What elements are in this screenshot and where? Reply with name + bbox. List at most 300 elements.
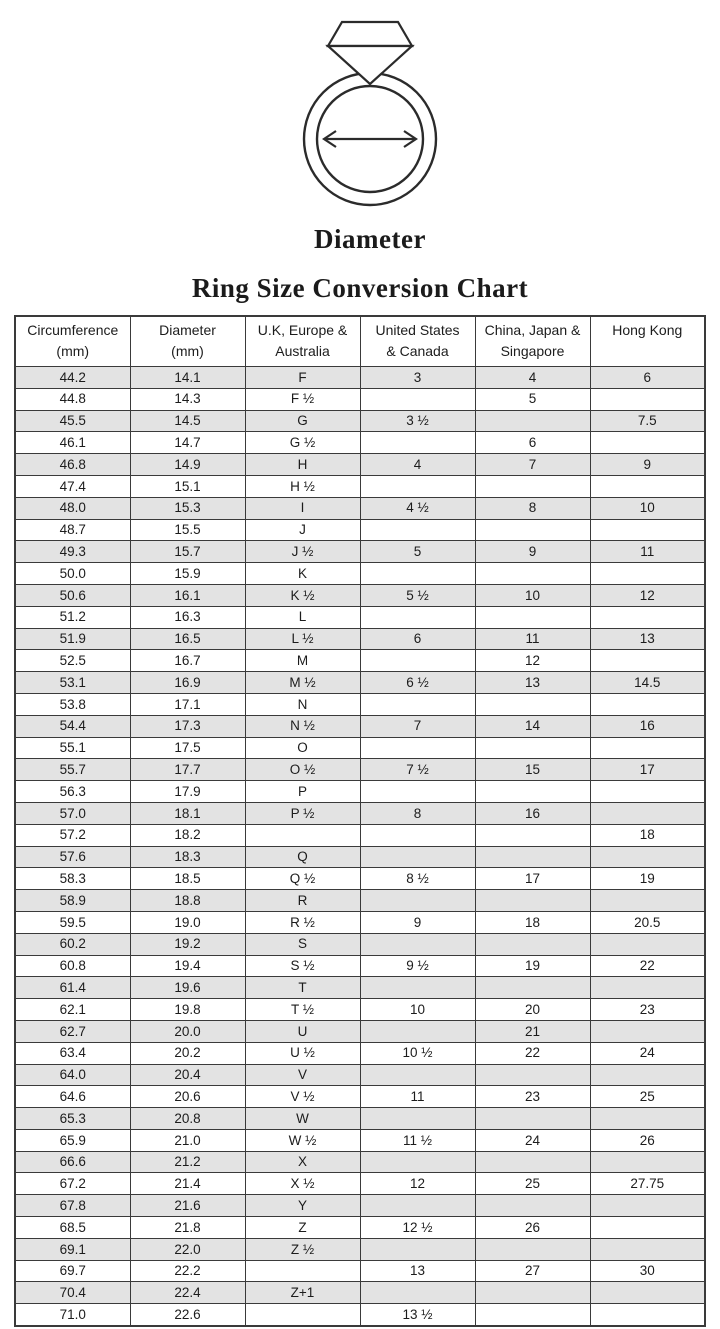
table-cell: U [245, 1020, 360, 1042]
table-cell: 13 ½ [360, 1304, 475, 1326]
table-cell: 71.0 [15, 1304, 130, 1326]
table-cell: 16 [590, 715, 705, 737]
table-cell: 21.0 [130, 1129, 245, 1151]
table-cell [360, 475, 475, 497]
table-row [15, 868, 705, 890]
table-row [15, 911, 705, 933]
table-cell: 19.0 [130, 911, 245, 933]
table-cell: V ½ [245, 1086, 360, 1108]
table-cell [590, 606, 705, 628]
table-cell: F [245, 367, 360, 389]
table-row [15, 715, 705, 737]
table-cell: N ½ [245, 715, 360, 737]
table-cell: 25 [475, 1173, 590, 1195]
table-cell [360, 977, 475, 999]
table-cell: 13 [590, 628, 705, 650]
table-cell: Z+1 [245, 1282, 360, 1304]
table-cell: 12 [475, 650, 590, 672]
table-cell: 21.8 [130, 1217, 245, 1239]
column-header-china-japan-singapore: China, Japan & Singapore [475, 316, 590, 367]
table-cell: 12 [360, 1173, 475, 1195]
table-cell: P [245, 781, 360, 803]
table-row [15, 890, 705, 912]
table-row [15, 1238, 705, 1260]
table-row [15, 1195, 705, 1217]
table-cell: 22 [475, 1042, 590, 1064]
table-cell: S ½ [245, 955, 360, 977]
table-cell: 51.2 [15, 606, 130, 628]
table-cell: T [245, 977, 360, 999]
table-cell: F ½ [245, 388, 360, 410]
table-cell: 8 [360, 802, 475, 824]
table-row [15, 1260, 705, 1282]
table-cell: 8 [475, 497, 590, 519]
table-cell [475, 410, 590, 432]
table-cell: 26 [475, 1217, 590, 1239]
table-row [15, 1304, 705, 1326]
table-cell: 20.4 [130, 1064, 245, 1086]
table-cell: 56.3 [15, 781, 130, 803]
table-row [15, 454, 705, 476]
table-cell: K [245, 563, 360, 585]
table-cell: 14.1 [130, 367, 245, 389]
table-cell: J [245, 519, 360, 541]
table-cell: 44.8 [15, 388, 130, 410]
table-cell: 22.2 [130, 1260, 245, 1282]
table-cell [360, 890, 475, 912]
table-cell: S [245, 933, 360, 955]
table-cell: 23 [475, 1086, 590, 1108]
table-cell [590, 737, 705, 759]
table-cell: 67.8 [15, 1195, 130, 1217]
table-cell [475, 1151, 590, 1173]
table-cell: 10 [475, 584, 590, 606]
table-cell: 9 [590, 454, 705, 476]
table-cell [590, 388, 705, 410]
table-cell: 16.5 [130, 628, 245, 650]
table-cell: 19.8 [130, 999, 245, 1021]
table-cell [590, 933, 705, 955]
table-cell: 11 [590, 541, 705, 563]
table-cell [360, 606, 475, 628]
page-title: Ring Size Conversion Chart [191, 273, 529, 303]
table-cell: 63.4 [15, 1042, 130, 1064]
table-cell: 6 ½ [360, 672, 475, 694]
header-row [15, 316, 705, 367]
column-header-us-canada: United States & Canada [360, 316, 475, 367]
table-cell: M [245, 650, 360, 672]
table-row [15, 367, 705, 389]
table-cell [360, 781, 475, 803]
table-cell: 9 [475, 541, 590, 563]
table-cell: 19.4 [130, 955, 245, 977]
table-cell: 60.2 [15, 933, 130, 955]
table-cell: 19 [590, 868, 705, 890]
table-cell: 4 [475, 367, 590, 389]
table-cell [475, 824, 590, 846]
table-cell: 17.1 [130, 693, 245, 715]
table-cell [360, 1282, 475, 1304]
table-cell: 3 ½ [360, 410, 475, 432]
table-cell: 18 [590, 824, 705, 846]
table-cell: K ½ [245, 584, 360, 606]
table-cell: 67.2 [15, 1173, 130, 1195]
table-cell: 9 [360, 911, 475, 933]
table-cell: 50.6 [15, 584, 130, 606]
table-cell [360, 563, 475, 585]
table-cell: 5 ½ [360, 584, 475, 606]
table-cell [475, 977, 590, 999]
table-cell: 62.7 [15, 1020, 130, 1042]
table-cell: 15.3 [130, 497, 245, 519]
table-cell: P ½ [245, 802, 360, 824]
table-cell: 12 [590, 584, 705, 606]
table-cell: 27.75 [590, 1173, 705, 1195]
table-cell: 21.2 [130, 1151, 245, 1173]
table-cell: 5 [475, 388, 590, 410]
table-cell [590, 977, 705, 999]
table-cell: 6 [360, 628, 475, 650]
table-cell: X [245, 1151, 360, 1173]
table-cell: 14 [475, 715, 590, 737]
table-cell: 44.2 [15, 367, 130, 389]
table-cell [475, 781, 590, 803]
table-cell: 60.8 [15, 955, 130, 977]
table-cell: M ½ [245, 672, 360, 694]
table-cell [475, 890, 590, 912]
column-header-diameter: Diameter (mm) [130, 316, 245, 367]
table-cell: 52.5 [15, 650, 130, 672]
table-cell: 22.0 [130, 1238, 245, 1260]
table-cell: W ½ [245, 1129, 360, 1151]
table-cell: 15 [475, 759, 590, 781]
table-cell: H ½ [245, 475, 360, 497]
table-cell: 7.5 [590, 410, 705, 432]
table-cell: 16 [475, 802, 590, 824]
table-cell [590, 1282, 705, 1304]
table-cell: 21.4 [130, 1173, 245, 1195]
table-row [15, 759, 705, 781]
table-cell: 64.6 [15, 1086, 130, 1108]
table-cell: 13 [475, 672, 590, 694]
table-cell: 20.0 [130, 1020, 245, 1042]
table-row [15, 846, 705, 868]
table-cell [360, 1195, 475, 1217]
table-cell: 20.6 [130, 1086, 245, 1108]
table-cell: 14.3 [130, 388, 245, 410]
table-cell [590, 432, 705, 454]
table-cell: 5 [360, 541, 475, 563]
table-cell: I [245, 497, 360, 519]
table-cell: 20 [475, 999, 590, 1021]
table-cell: 17.9 [130, 781, 245, 803]
table-row [15, 519, 705, 541]
table-cell: 10 ½ [360, 1042, 475, 1064]
table-cell: Y [245, 1195, 360, 1217]
table-row [15, 606, 705, 628]
table-cell: 25 [590, 1086, 705, 1108]
table-cell [475, 846, 590, 868]
table-row [15, 737, 705, 759]
table-cell: 27 [475, 1260, 590, 1282]
table-cell: 17 [475, 868, 590, 890]
table-cell: 26 [590, 1129, 705, 1151]
table-cell [475, 1238, 590, 1260]
table-row [15, 497, 705, 519]
table-cell: 10 [590, 497, 705, 519]
table-cell: 48.0 [15, 497, 130, 519]
table-cell: N [245, 693, 360, 715]
table-cell [475, 933, 590, 955]
table-cell [475, 606, 590, 628]
table-cell: 17.7 [130, 759, 245, 781]
table-cell: 59.5 [15, 911, 130, 933]
table-row [15, 933, 705, 955]
table-cell: 18.2 [130, 824, 245, 846]
table-row [15, 475, 705, 497]
table-cell: 24 [590, 1042, 705, 1064]
table-cell [360, 1108, 475, 1130]
table-cell: 12 ½ [360, 1217, 475, 1239]
table-row [15, 781, 705, 803]
table-cell: 11 ½ [360, 1129, 475, 1151]
table-cell: 70.4 [15, 1282, 130, 1304]
table-cell: Q [245, 846, 360, 868]
table-cell: 50.0 [15, 563, 130, 585]
column-header-uk-europe-australia: U.K, Europe & Australia [245, 316, 360, 367]
table-cell: 22 [590, 955, 705, 977]
table-cell [360, 519, 475, 541]
table-row [15, 1020, 705, 1042]
table-cell [475, 519, 590, 541]
table-cell: 19 [475, 955, 590, 977]
table-cell: 14.9 [130, 454, 245, 476]
table-cell [360, 693, 475, 715]
table-cell: T ½ [245, 999, 360, 1021]
table-cell: 9 ½ [360, 955, 475, 977]
table-cell: 22.4 [130, 1282, 245, 1304]
table-cell: J ½ [245, 541, 360, 563]
table-row [15, 955, 705, 977]
table-cell [360, 388, 475, 410]
table-row [15, 1042, 705, 1064]
table-row [15, 584, 705, 606]
table-row [15, 1129, 705, 1151]
table-cell: X ½ [245, 1173, 360, 1195]
table-cell [360, 1020, 475, 1042]
table-cell [590, 802, 705, 824]
table-cell [590, 1217, 705, 1239]
table-row [15, 1282, 705, 1304]
table-cell [360, 650, 475, 672]
table-cell: 3 [360, 367, 475, 389]
table-cell: 61.4 [15, 977, 130, 999]
table-cell: 46.8 [15, 454, 130, 476]
table-cell: 30 [590, 1260, 705, 1282]
column-header-hong-kong: Hong Kong [590, 316, 705, 367]
diameter-label: Diameter [314, 224, 426, 254]
table-cell: 62.1 [15, 999, 130, 1021]
table-cell: 57.6 [15, 846, 130, 868]
table-cell: 49.3 [15, 541, 130, 563]
table-cell: 53.1 [15, 672, 130, 694]
table-cell [360, 846, 475, 868]
table-cell [360, 933, 475, 955]
table-cell: Q ½ [245, 868, 360, 890]
table-row [15, 999, 705, 1021]
table-cell: Z [245, 1217, 360, 1239]
table-cell [360, 1238, 475, 1260]
table-cell: 18 [475, 911, 590, 933]
table-cell [245, 1304, 360, 1326]
table-cell: U ½ [245, 1042, 360, 1064]
table-row [15, 672, 705, 694]
table-cell: 22.6 [130, 1304, 245, 1326]
table-cell: 54.4 [15, 715, 130, 737]
table-row [15, 1217, 705, 1239]
table-cell [475, 475, 590, 497]
table-cell: O ½ [245, 759, 360, 781]
table-cell [360, 1064, 475, 1086]
table-cell: 47.4 [15, 475, 130, 497]
table-cell: 16.1 [130, 584, 245, 606]
table-cell [475, 693, 590, 715]
table-cell: 68.5 [15, 1217, 130, 1239]
table-cell: 58.9 [15, 890, 130, 912]
table-cell: 16.9 [130, 672, 245, 694]
table-cell: 20.5 [590, 911, 705, 933]
table-cell: 11 [360, 1086, 475, 1108]
table-cell: 7 ½ [360, 759, 475, 781]
table-row [15, 1086, 705, 1108]
table-cell: 66.6 [15, 1151, 130, 1173]
table-cell: Z ½ [245, 1238, 360, 1260]
table-cell: 10 [360, 999, 475, 1021]
table-row [15, 628, 705, 650]
table-cell [590, 563, 705, 585]
table-cell: R ½ [245, 911, 360, 933]
table-cell: 15.5 [130, 519, 245, 541]
table-cell: O [245, 737, 360, 759]
table-cell: 57.0 [15, 802, 130, 824]
table-cell: 58.3 [15, 868, 130, 890]
table-cell: 20.2 [130, 1042, 245, 1064]
table-cell [590, 781, 705, 803]
table-cell [360, 737, 475, 759]
table-cell: 15.7 [130, 541, 245, 563]
table-cell: 18.5 [130, 868, 245, 890]
table-row [15, 388, 705, 410]
table-cell: 20.8 [130, 1108, 245, 1130]
table-cell: 65.3 [15, 1108, 130, 1130]
ring-figure [0, 0, 720, 255]
table-cell: 15.1 [130, 475, 245, 497]
table-cell: 69.1 [15, 1238, 130, 1260]
table-cell: 17.5 [130, 737, 245, 759]
table-cell: 21 [475, 1020, 590, 1042]
table-cell: 14.5 [590, 672, 705, 694]
table-cell [475, 1195, 590, 1217]
table-cell [360, 824, 475, 846]
table-cell: 18.3 [130, 846, 245, 868]
table-cell: 64.0 [15, 1064, 130, 1086]
table-row [15, 541, 705, 563]
table-cell [590, 693, 705, 715]
table-cell [590, 1151, 705, 1173]
table-cell [590, 1195, 705, 1217]
table-row [15, 977, 705, 999]
table-cell: 17 [590, 759, 705, 781]
table-cell: V [245, 1064, 360, 1086]
table-row [15, 1108, 705, 1130]
table-cell [590, 519, 705, 541]
table-row [15, 432, 705, 454]
table-cell: 16.3 [130, 606, 245, 628]
table-cell: 14.7 [130, 432, 245, 454]
table-cell: 65.9 [15, 1129, 130, 1151]
table-row [15, 824, 705, 846]
table-cell [475, 1064, 590, 1086]
table-cell: 4 [360, 454, 475, 476]
table-cell: 48.7 [15, 519, 130, 541]
table-header [15, 316, 705, 367]
table-cell [590, 1304, 705, 1326]
table-cell: W [245, 1108, 360, 1130]
table-cell: 7 [360, 715, 475, 737]
table-cell: 19.2 [130, 933, 245, 955]
table-cell: G ½ [245, 432, 360, 454]
table-cell: 13 [360, 1260, 475, 1282]
table-cell: 19.6 [130, 977, 245, 999]
table-cell: 15.9 [130, 563, 245, 585]
table-cell [475, 1108, 590, 1130]
table-cell: 14.5 [130, 410, 245, 432]
table-cell [590, 475, 705, 497]
table-cell: L [245, 606, 360, 628]
table-cell [590, 650, 705, 672]
table-row [15, 650, 705, 672]
table-cell: 4 ½ [360, 497, 475, 519]
table-cell: 11 [475, 628, 590, 650]
table-cell: 53.8 [15, 693, 130, 715]
table-cell [360, 1151, 475, 1173]
table-cell [245, 824, 360, 846]
table-cell: 45.5 [15, 410, 130, 432]
table-cell [475, 1282, 590, 1304]
table-cell: 6 [475, 432, 590, 454]
table-cell [590, 1064, 705, 1086]
table-cell [590, 846, 705, 868]
table-cell [590, 1238, 705, 1260]
table-cell: 18.1 [130, 802, 245, 824]
table-cell [475, 563, 590, 585]
table-cell [590, 1020, 705, 1042]
table-cell [590, 1108, 705, 1130]
table-cell: 46.1 [15, 432, 130, 454]
table-row [15, 802, 705, 824]
table-body [15, 367, 705, 1327]
table-cell: 57.2 [15, 824, 130, 846]
table-cell: 16.7 [130, 650, 245, 672]
ring-diameter-icon [290, 14, 450, 208]
table-cell: 51.9 [15, 628, 130, 650]
table-cell: 69.7 [15, 1260, 130, 1282]
table-row [15, 1173, 705, 1195]
table-cell [245, 1260, 360, 1282]
table-cell [475, 737, 590, 759]
table-cell: 55.1 [15, 737, 130, 759]
table-cell: 23 [590, 999, 705, 1021]
